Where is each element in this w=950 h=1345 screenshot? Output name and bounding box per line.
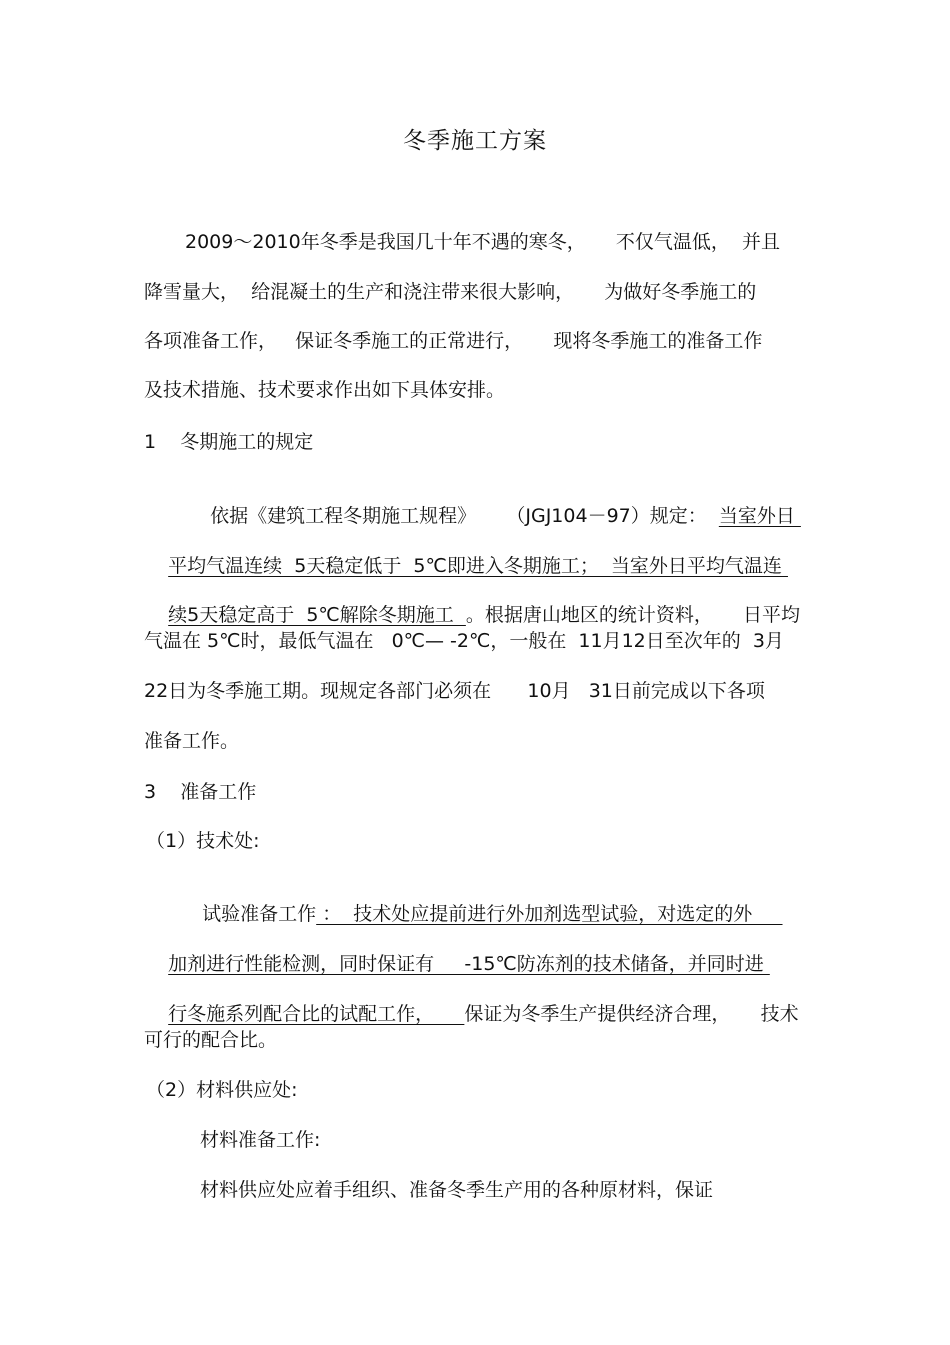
section-3-para-1-line-3-underlined: 行冬施系列配合比的试配工作， (168, 1003, 465, 1025)
section-3-para-1-line-4: 可行的配合比。 (144, 1029, 278, 1051)
section-3-heading: 3 准备工作 (144, 781, 257, 803)
section-3-para-1-line-3-text: 保证为冬季生产提供经济合理， 技术 (464, 1003, 799, 1025)
section-1-line-3-underlined: 续5天稳定高于 5℃解除冬期施工 (168, 604, 466, 626)
section-1-line-5: 22日为冬季施工期。现规定各部门必须在 10月 31日前完成以下各项 (144, 680, 765, 702)
section-3-para-1-line-2-underlined: 加剂进行性能检测，同时保证有 -15℃防冻剂的技术储备，并同时进 (168, 953, 770, 975)
section-1-line-1-text: 依据《建筑工程冬期施工规程》 （JGJ104－97）规定： (210, 505, 719, 527)
section-1-line-2-underlined: 平均气温连续 5天稳定低于 5℃即进入冬期施工； 当室外日平均气温连 (168, 555, 788, 577)
section-1-line-6: 准备工作。 (144, 730, 240, 752)
material-prep-line-1: 材料供应处应着手组织、准备冬季生产用的各种原材料，保证 (200, 1179, 714, 1201)
intro-line-3: 各项准备工作， 保证冬季施工的正常进行， 现将冬季施工的准备工作 (144, 330, 763, 352)
intro-line-1: 2009～2010年冬季是我国几十年不遇的寒冬， 不仅气温低， 并且 (185, 231, 780, 253)
subsection-technical-dept: （1）技术处: (146, 830, 260, 852)
intro-line-4: 及技术措施、技术要求作出如下具体安排。 (144, 379, 506, 401)
section-1-line-1-underlined: 当室外日 (718, 505, 801, 527)
section-1-heading: 1 冬期施工的规定 (144, 431, 314, 453)
section-3-para-1-label: 试验准备工作 (202, 903, 317, 925)
material-prep-heading: 材料准备工作: (200, 1129, 321, 1151)
intro-line-2: 降雪量大， 给混凝土的生产和浇注带来很大影响， 为做好冬季施工的 (144, 281, 757, 303)
document-title: 冬季施工方案 (403, 128, 547, 154)
subsection-material-supply: （2）材料供应处: (146, 1079, 298, 1101)
section-3-para-1-underlined: ： 技术处应提前进行外加剂选型试验，对选定的外 (316, 903, 783, 925)
section-1-line-4: 气温在 5℃时，最低气温在 0℃— -2℃，一般在 11月12日至次年的 3月 (144, 630, 784, 652)
section-1-line-3-text: 。根据唐山地区的统计资料， 日平均 (465, 604, 801, 626)
